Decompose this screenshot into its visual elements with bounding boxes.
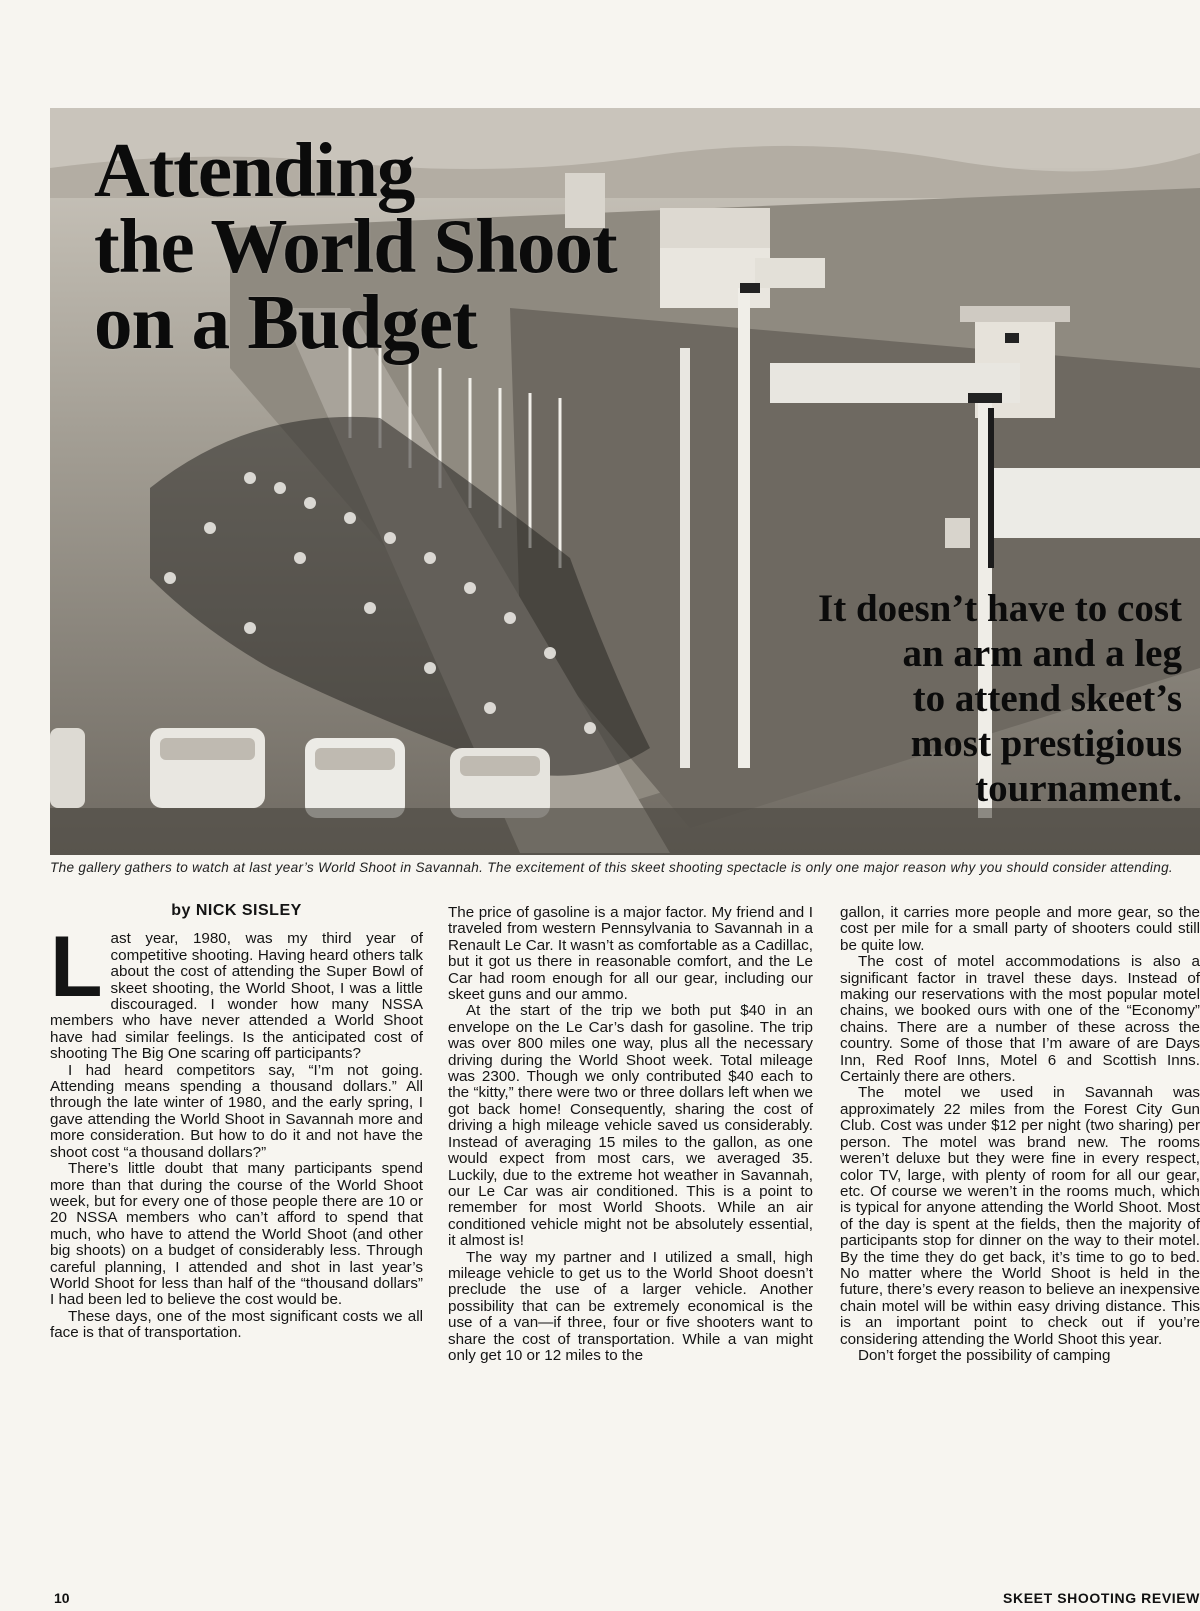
drop-cap: L <box>50 919 103 1016</box>
article-column-1 <box>50 903 423 1342</box>
headline-line: the World Shoot <box>94 203 617 289</box>
paragraph: The price of gasoline is a major factor. My friend and I traveled from western Pennsylvania to Savannah in a Renault Le Car. It wasn’t as comfortable as a Cadillac, but it got us there in reasonable comfort, and the Le Car had room enough for all our gear, including our skeet guns and our ammo. <box>448 904 813 1004</box>
hero-photo <box>50 108 1200 855</box>
paragraph: Don’t forget the possibility of camping <box>858 1346 1111 1364</box>
paragraph-text: ast year, 1980, was my third year of competitive shooting. Having heard others talk about the cost of attending the Super Bowl of skeet shooting, the World Shoot, I was a little discouraged. I wonder how many NSSA members who have never attended a World Shoot have had similar feelings. Is the anticipated cost of shooting The Big One scaring off participants? <box>50 930 423 1063</box>
headline-line: Attending <box>94 127 415 213</box>
paragraph: The motel we used in Savannah was approximately 22 miles from the Forest City Gun Club. Cost was under $12 per night (two sharing) per person. The motel was brand new. The rooms weren’t deluxe but they were fine in every respect, color TV, large, with plenty of room for all our gear, etc. Of course we weren’t in the rooms much, which is typical for anyone attending the World Shoot. Most of the day is spent at the fields, then the majority of participants stop for dinner on the way to their motel. By the time they do get back, it’s time to go to bed. No matter where the World Shoot is held in the future, there’s every reason to believe an inexpensive chain motel will be within easy driving distance. This is an important point to check out if you’re considering attending the World Shoot this year. <box>840 1084 1200 1348</box>
paragraph: gallon, it carries more people and more gear, so the cost per mile for a small party of shooters could still be quite low. <box>840 904 1200 954</box>
headline-line: on a Budget <box>94 279 477 365</box>
byline: by NICK SISLEY <box>171 902 302 919</box>
paragraph: The cost of motel accommodations is also a significant factor in travel these days. Instead of making our reservations with the most popular motel chains, we booked ours with one of the “Economy” chains. There are a number of these across the country. Some of those that I’m aware of are Days Inn, Red Roof Inns, Motel 6 and Scottish Inns. Certainly there are others. <box>840 953 1200 1086</box>
article-column-2 <box>448 905 813 1364</box>
paragraph <box>50 919 423 1063</box>
paragraph: I had heard competitors say, “I’m not going. Attending means spending a thousand dollars.” All through the late winter of 1980, and the early spring, I gave attending the World Shoot in Savannah more and more consideration. But how to do it and not have the shoot cost “a thousand dollars?” <box>50 1061 423 1161</box>
page-number: 10 <box>54 1590 70 1606</box>
deck-line: tournament. <box>975 767 1182 810</box>
article-deck <box>818 586 1182 811</box>
article-headline <box>94 127 617 365</box>
deck-line: most prestigious <box>910 722 1182 765</box>
photo-caption: The gallery gathers to watch at last year’s World Shoot in Savannah. The excitement of this skeet shooting spectacle is only one major reason why you should consider attending. <box>50 860 1174 875</box>
article-column-3 <box>840 905 1200 1364</box>
magazine-name: SKEET SHOOTING REVIEW <box>1003 1590 1200 1606</box>
paragraph: The way my partner and I utilized a small, high mileage vehicle to get us to the World Shoot doesn’t preclude the use of a larger vehicle. Another possibility that can be extremely economical is the use of a van—if three, four or five shooters want to share the cost of transportation. While a van might only get 10 or 12 miles to the <box>448 1248 813 1364</box>
paragraph: There’s little doubt that many participants spend more than that during the course of the World Shoot week, but for every one of those people there are 10 or 20 NSSA members who can’t afford to spend that much, who have to attend the World Shoot (and other big shoots) on a budget of considerably less. Through careful planning, I attended and shot in last year’s World Shoot for less than half of the “thousand dollars” I had been led to believe the cost would be. <box>50 1160 423 1309</box>
paragraph: These days, one of the most significant costs we all face is that of transportation. <box>50 1307 423 1342</box>
deck-line: to attend skeet’s <box>912 677 1182 720</box>
paragraph: At the start of the trip we both put $40 in an envelope on the Le Car’s dash for gasoline. The trip was over 800 miles one way, plus all the necessary driving during the World Shoot week. Total mileage was 2300. Though we only contributed $40 each to the “kitty,” there were two or three dollars left when we got back home! Consequently, sharing the cost of driving a high mileage vehicle saved us considerably. Instead of averaging 15 miles to the gallon, as one would expect from most cars, we averaged 35. Luckily, due to the extreme hot weather in Savannah, our Le Car was air conditioned. This is a point to remember for most World Shoots. While an air conditioned vehicle might not be absolutely essential, it almost is! <box>448 1002 813 1250</box>
deck-line: an arm and a leg <box>902 632 1182 675</box>
deck-line: It doesn’t have to cost <box>818 587 1182 630</box>
